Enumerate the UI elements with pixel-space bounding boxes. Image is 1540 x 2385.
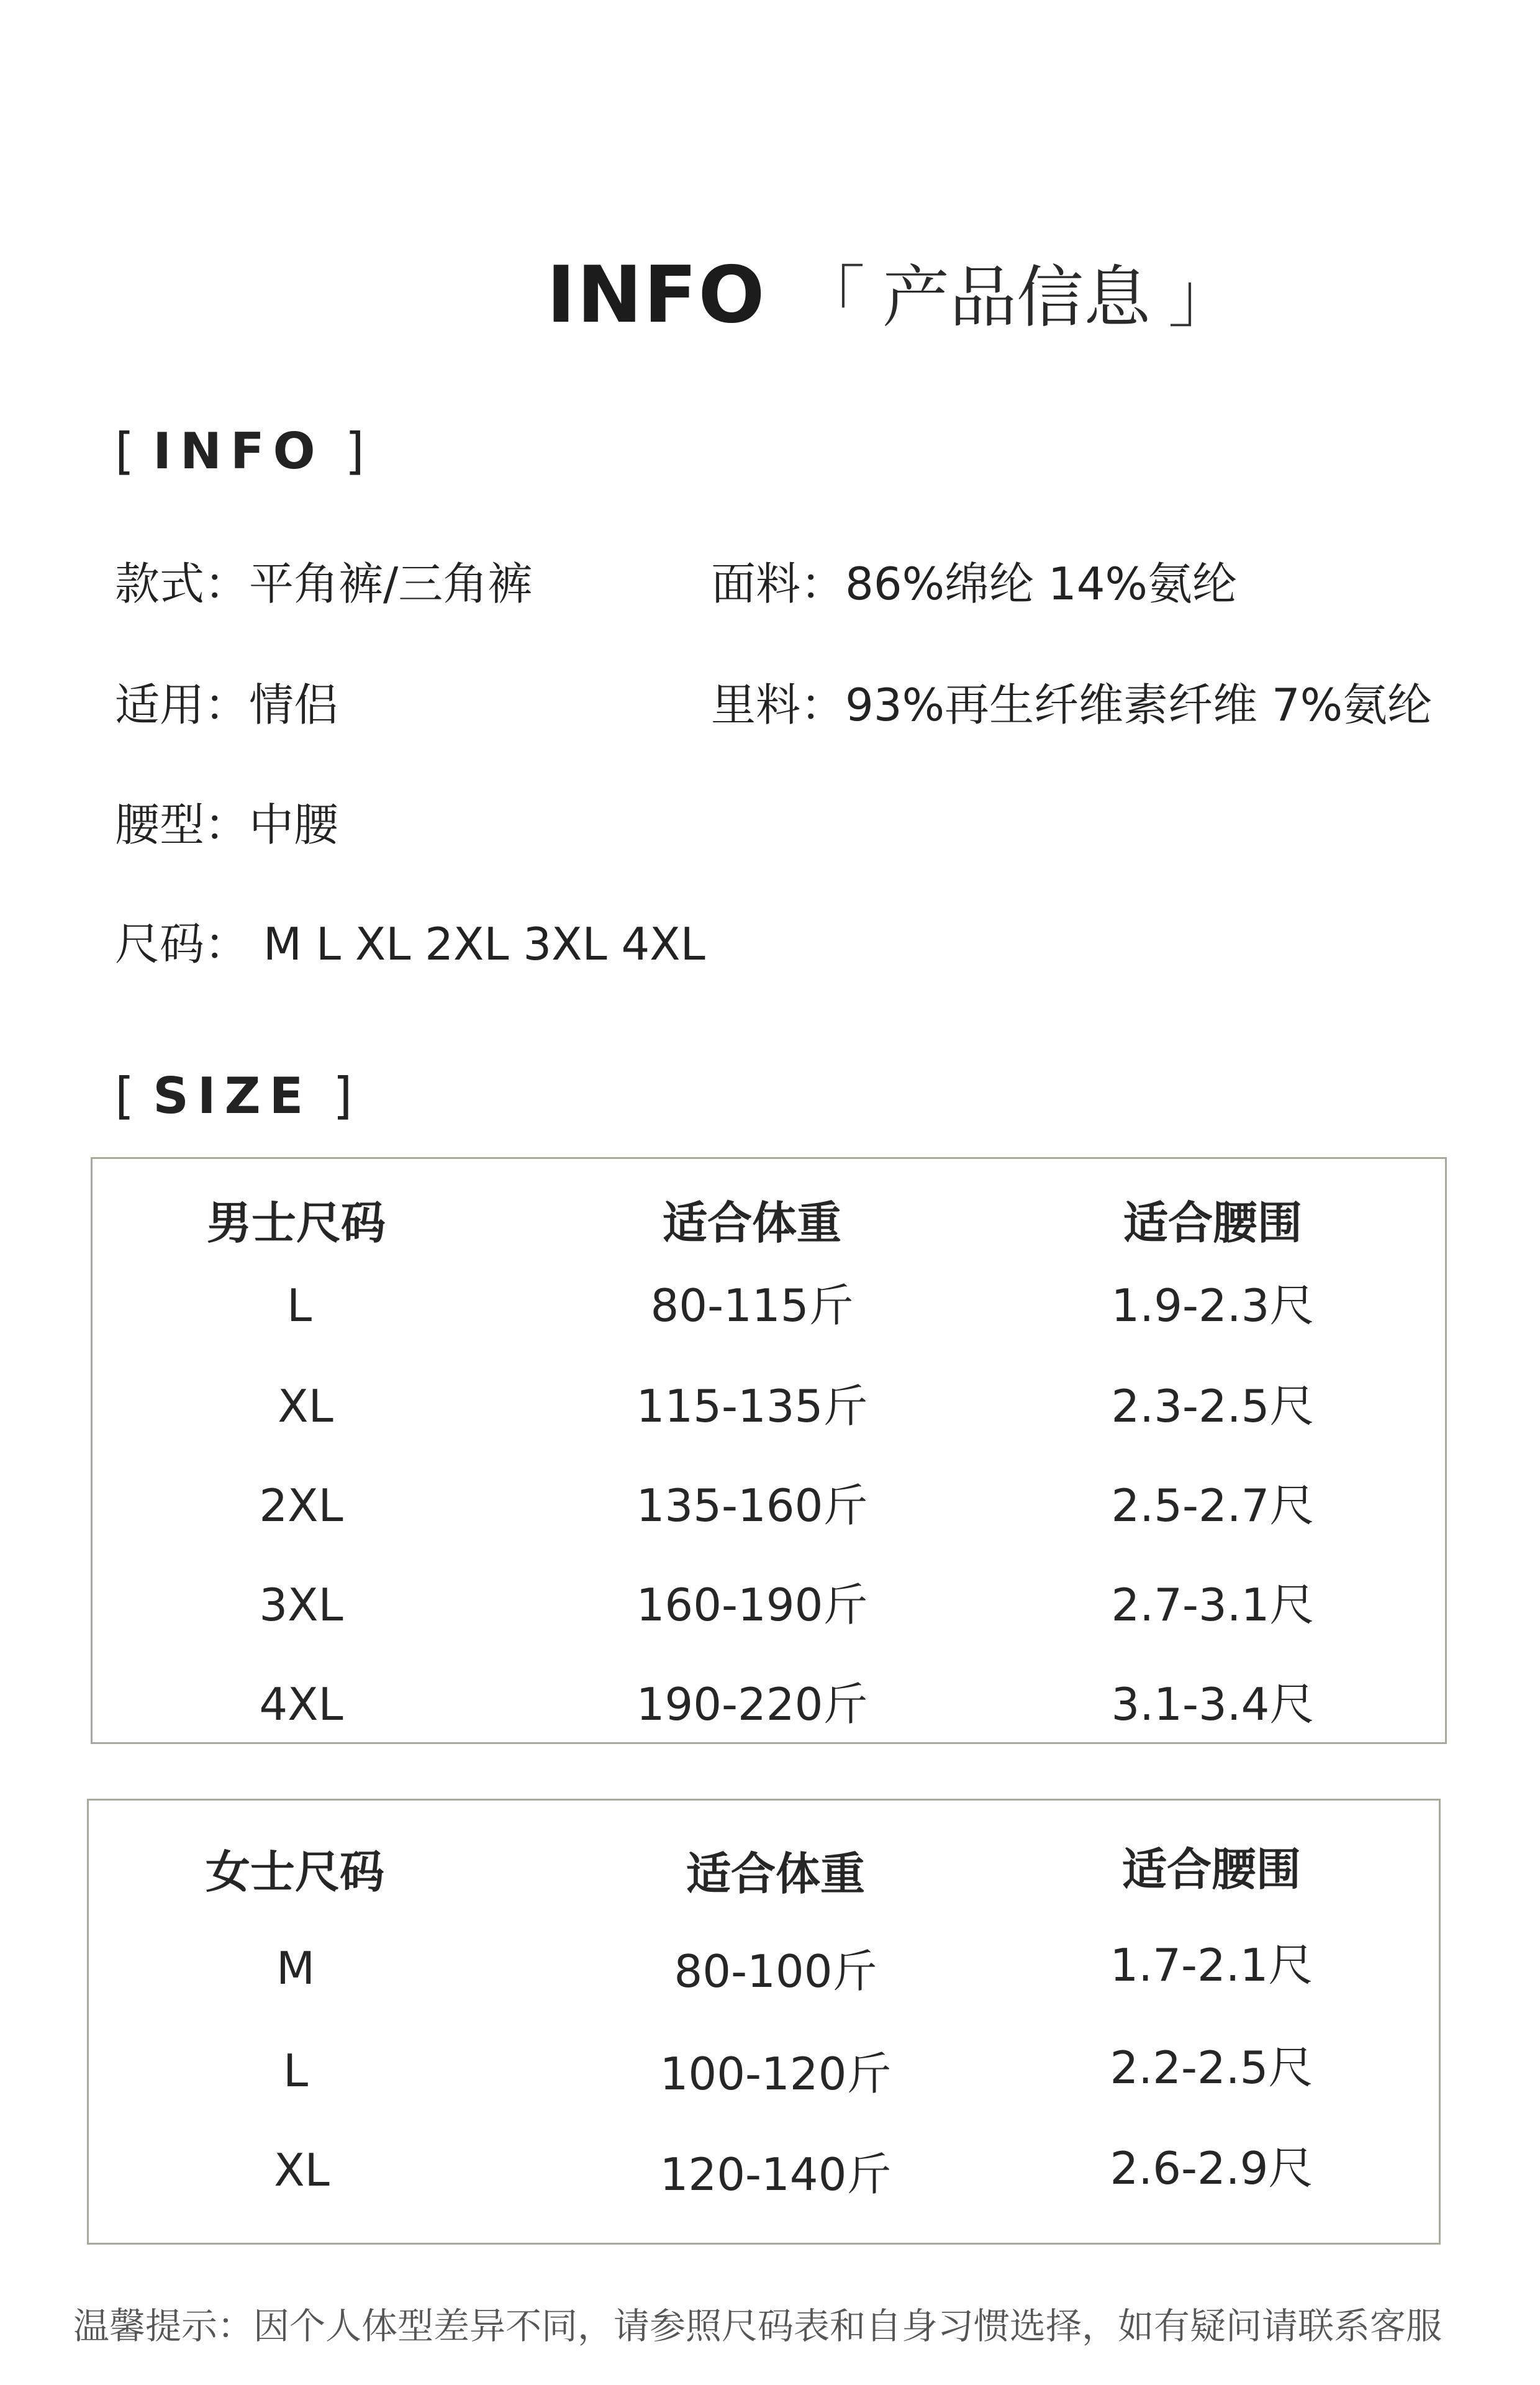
title-bracket-close: 」 xyxy=(1168,259,1236,337)
info-row-style xyxy=(115,553,532,615)
page-title-cn xyxy=(798,252,1235,345)
men-row-4-size: 3XL xyxy=(259,1579,343,1631)
men-row-1-size: L xyxy=(286,1279,312,1332)
info-row-fabric xyxy=(711,553,1237,615)
women-header-waist: 适合腰围 xyxy=(1121,1843,1301,1896)
fabric-value: 86%绵纶 14%氨纶 xyxy=(845,558,1237,610)
women-header-weight: 适合体重 xyxy=(686,1848,865,1900)
suitable-value: 情侣 xyxy=(249,679,339,731)
men-row-2-size: XL xyxy=(278,1380,333,1432)
info-row-suitable xyxy=(115,674,338,736)
sizes-value: M L XL 2XL 3XL 4XL xyxy=(249,918,705,970)
info-section-heading xyxy=(115,417,365,486)
info-bracket-open: [ xyxy=(115,422,135,480)
sizes-label: 尺码： xyxy=(115,918,250,970)
suitable-label: 适用： xyxy=(115,679,250,731)
size-bracket-open: [ xyxy=(115,1067,135,1125)
men-row-1-waist: 1.9-2.3尺 xyxy=(1111,1279,1315,1332)
size-label: SIZE xyxy=(153,1067,312,1125)
title-cn-text: 产品信息 xyxy=(882,259,1151,337)
women-size-table xyxy=(87,1799,1441,2245)
women-row-1-waist: 1.7-2.1尺 xyxy=(1110,1939,1313,1991)
men-row-3-size: 2XL xyxy=(259,1479,343,1532)
men-row-2-waist: 2.3-2.5尺 xyxy=(1111,1380,1315,1432)
lining-label: 里料： xyxy=(711,679,846,731)
women-row-2-weight: 100-120斤 xyxy=(659,2048,892,2100)
women-row-3-waist: 2.6-2.9尺 xyxy=(1110,2142,1313,2194)
info-row-waist xyxy=(115,794,338,856)
women-row-3-weight: 120-140斤 xyxy=(659,2148,892,2201)
info-row-lining xyxy=(711,674,1432,736)
men-row-2-weight: 115-135斤 xyxy=(636,1380,868,1432)
men-header-waist: 适合腰围 xyxy=(1123,1197,1302,1249)
women-row-1-size: M xyxy=(276,1942,315,1994)
men-row-5-waist: 3.1-3.4尺 xyxy=(1111,1678,1315,1730)
men-row-1-weight: 80-115斤 xyxy=(650,1279,854,1332)
women-row-1-weight: 80-100斤 xyxy=(674,1945,877,1997)
info-row-sizes xyxy=(115,913,705,975)
style-value: 平角裤/三角裤 xyxy=(249,558,533,610)
men-header-size: 男士尺码 xyxy=(206,1197,386,1249)
men-row-3-weight: 135-160斤 xyxy=(636,1479,868,1532)
title-bracket-open: 「 xyxy=(798,259,866,337)
women-row-2-waist: 2.2-2.5尺 xyxy=(1110,2042,1313,2094)
style-label: 款式： xyxy=(115,558,250,610)
size-section-heading xyxy=(115,1062,352,1130)
women-header-size: 女士尺码 xyxy=(205,1846,384,1898)
men-row-4-weight: 160-190斤 xyxy=(636,1579,868,1631)
size-bracket-close: ] xyxy=(333,1067,353,1125)
women-row-3-size: XL xyxy=(274,2144,330,2196)
men-row-4-waist: 2.7-3.1尺 xyxy=(1111,1579,1315,1631)
men-row-5-size: 4XL xyxy=(259,1678,343,1730)
waist-value: 中腰 xyxy=(249,799,339,851)
info-bracket-close: ] xyxy=(345,422,365,480)
waist-label: 腰型： xyxy=(115,799,250,851)
men-row-5-weight: 190-220斤 xyxy=(636,1678,868,1730)
men-size-table xyxy=(91,1157,1447,1744)
page-title-en: INFO xyxy=(546,249,766,340)
size-advice-note: 温馨提示：因个人体型差异不同，请参照尺码表和自身习惯选择，如有疑问请联系客服 xyxy=(73,2305,1443,2347)
women-row-2-size: L xyxy=(283,2045,309,2097)
lining-value: 93%再生纤维素纤维 7%氨纶 xyxy=(845,679,1433,731)
men-header-weight: 适合体重 xyxy=(662,1197,841,1249)
info-label: INFO xyxy=(153,422,324,480)
fabric-label: 面料： xyxy=(711,558,846,610)
men-row-3-waist: 2.5-2.7尺 xyxy=(1111,1479,1315,1532)
